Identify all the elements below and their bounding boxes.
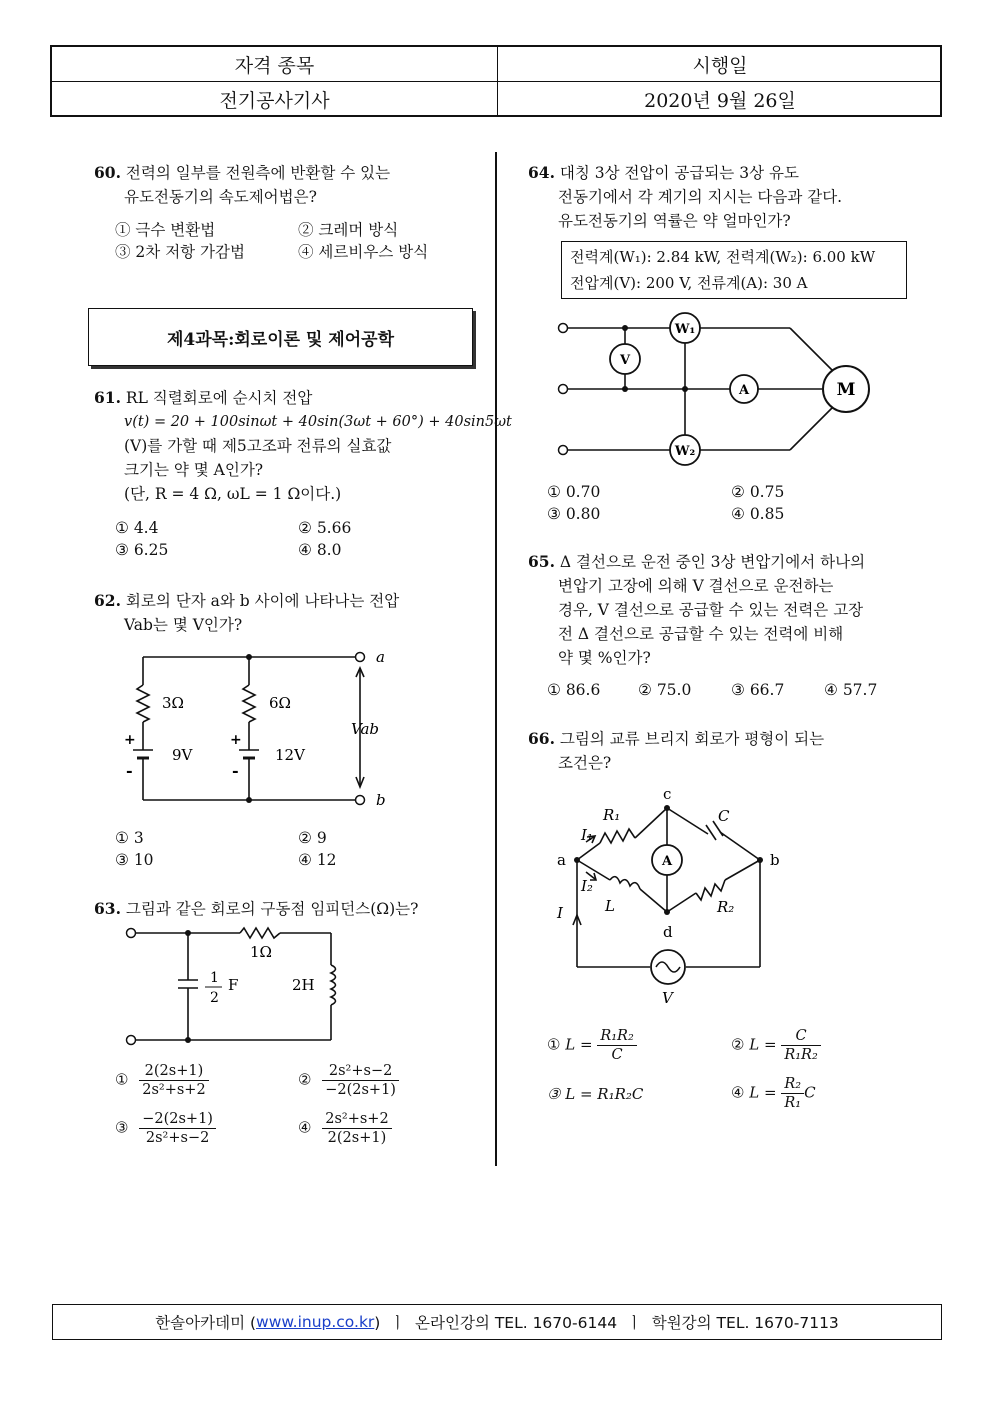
v-label: V — [619, 353, 631, 368]
capacitor-num: 1 — [210, 970, 219, 986]
node-d-label: d — [663, 923, 673, 941]
i1-label: I₁ — [581, 826, 593, 844]
option-2[interactable]: ② 9 — [298, 829, 327, 847]
option-3[interactable]: ③ 0.80 — [547, 505, 601, 523]
question-text: Δ 결선으로 운전 중인 3상 변압기에서 하나의 — [559, 553, 866, 571]
option-4[interactable]: ④ 57.7 — [824, 681, 878, 699]
header-date-label: 시행일 — [692, 54, 748, 77]
minus-sign: - — [126, 761, 133, 780]
fraction — [781, 1027, 820, 1064]
option-2[interactable]: ② 크레머 방식 — [298, 221, 399, 239]
option-mark: ③ — [115, 1118, 129, 1137]
r2-label: R₂ — [717, 898, 735, 916]
footer-website-link[interactable]: www.inup.co.kr — [256, 1313, 375, 1331]
question-text: 전동기에서 각 계기의 지시는 다음과 같다. — [558, 188, 843, 206]
w1-label: W₁ — [674, 322, 696, 337]
question-text: 크기는 약 몇 A인가? — [124, 461, 264, 479]
option-3[interactable]: ③ 10 — [115, 851, 154, 869]
numerator: R₁R₂ — [597, 1027, 636, 1046]
denominator: R₁R₂ — [784, 1047, 818, 1063]
v-label: V — [662, 989, 673, 1007]
question-number: 64. — [528, 163, 555, 182]
vab-label: Vab — [351, 720, 380, 738]
option-mark: ① — [115, 1070, 129, 1089]
denominator: −2(2s+1) — [325, 1082, 396, 1098]
resistor-3ohm-label: 3Ω — [162, 694, 184, 712]
option-mark: ② — [731, 1035, 745, 1054]
option-1[interactable]: ① 4.4 — [115, 519, 159, 537]
numerator: −2(2s+1) — [139, 1110, 216, 1129]
question-condition: (단, R = 4 Ω, ωL = 1 Ω이다.) — [124, 485, 342, 503]
option-4[interactable]: ④ 12 — [298, 851, 337, 869]
option-2[interactable]: ② 5.66 — [298, 519, 352, 537]
a-label: A — [738, 383, 750, 398]
option-2[interactable] — [731, 1027, 821, 1064]
i-label: I — [557, 904, 563, 922]
equation-lhs: L = — [749, 1083, 777, 1102]
fraction — [781, 1075, 804, 1112]
numerator: R₂ — [781, 1075, 804, 1094]
voltage-current-readings: 전압계(V): 200 V, 전류계(A): 30 A — [570, 274, 808, 292]
source-9v-label: 9V — [172, 746, 193, 764]
question-text: 대칭 3상 전압이 공급되는 3상 유도 — [559, 164, 799, 182]
minus-sign: - — [232, 761, 239, 780]
c-label: C — [718, 807, 730, 825]
plus-sign: + — [124, 732, 136, 748]
plus-sign: + — [230, 732, 242, 748]
option-4[interactable]: ④ 세르비우스 방식 — [298, 243, 429, 261]
w2-label: W₂ — [674, 444, 696, 459]
question-text: 그림과 같은 회로의 구동점 임피던스(Ω)는? — [125, 900, 419, 918]
option-4[interactable]: ④ 8.0 — [298, 541, 342, 559]
question-number: 61. — [94, 388, 121, 407]
question-text: 전 Δ 결선으로 공급할 수 있는 전력에 비해 — [558, 625, 844, 643]
option-3[interactable]: ③ 6.25 — [115, 541, 169, 559]
i2-label: I₂ — [581, 877, 593, 895]
option-1[interactable]: ① 3 — [115, 829, 144, 847]
capacitor-unit: F — [228, 976, 239, 994]
inductor-2h-label: 2H — [292, 976, 315, 994]
header-subject-value: 전기공사기사 — [52, 82, 498, 116]
m-label: M — [836, 380, 856, 400]
option-3[interactable]: ③ 66.7 — [731, 681, 785, 699]
numerator: 2s²+s−2 — [322, 1062, 399, 1081]
question-number: 65. — [528, 552, 555, 571]
question-text: 조건은? — [558, 754, 612, 772]
denominator: 2s²+s+2 — [142, 1082, 206, 1098]
denominator: C — [611, 1047, 623, 1063]
option-mark: ① — [547, 1035, 561, 1054]
question-number: 63. — [94, 899, 121, 918]
power-meter-readings: 전력계(W₁): 2.84 kW, 전력계(W₂): 6.00 kW — [570, 248, 876, 266]
option-1[interactable]: ① 극수 변환법 — [115, 221, 216, 239]
header-date-value: 2020년 9월 26일 — [644, 89, 796, 112]
question-text: 약 몇 %인가? — [558, 649, 651, 667]
footer-bar — [52, 1304, 942, 1340]
question-text: Vab는 몇 V인가? — [124, 616, 243, 634]
equation-tail: C — [804, 1083, 816, 1102]
voltage-equation: v(t) = 20 + 100sinωt + 40sin(3ωt + 60°) + 40sin5ωt — [124, 414, 512, 430]
option-2[interactable]: ② 0.75 — [731, 483, 785, 501]
numerator: 2s²+s+2 — [322, 1110, 391, 1129]
denominator: 2s²+s−2 — [145, 1130, 210, 1146]
question-text: 변압기 고장에 의해 V 결선으로 운전하는 — [558, 577, 834, 595]
option-1[interactable] — [547, 1027, 637, 1064]
question-text: 유도전동기의 속도제어법은? — [124, 188, 317, 206]
question-text: 그림의 교류 브리지 회로가 평형이 되는 — [559, 730, 825, 748]
option-mark: ④ — [298, 1118, 312, 1137]
fraction — [597, 1027, 636, 1064]
footer-academy: 한솔아카데미 ( — [155, 1314, 257, 1332]
footer-contacts: ) ㅣ 온라인강의 TEL. 1670-6144 ㅣ 학원강의 TEL. 1670-7113 — [374, 1314, 839, 1332]
equation-lhs: L = — [565, 1035, 593, 1054]
option-2[interactable]: ② 75.0 — [638, 681, 692, 699]
capacitor-den: 2 — [210, 990, 219, 1006]
option-1[interactable]: ① 86.6 — [547, 681, 601, 699]
resistor-1ohm-label: 1Ω — [250, 943, 272, 961]
r1-label: R₁ — [603, 806, 621, 824]
question-number: 60. — [94, 163, 121, 182]
section-title: 제4과목:회로이론 및 제어공학 — [88, 308, 473, 366]
option-4[interactable]: ④ 0.85 — [731, 505, 785, 523]
question-number: 62. — [94, 591, 121, 610]
source-12v-label: 12V — [275, 746, 305, 764]
option-1[interactable]: ① 0.70 — [547, 483, 601, 501]
denominator: R₁ — [784, 1095, 802, 1111]
node-c-label: c — [663, 785, 672, 803]
ammeter-label: A — [661, 854, 673, 869]
option-3[interactable]: ③ 2차 저항 가감법 — [115, 243, 245, 261]
question-text: 전력의 일부를 전원측에 반환할 수 있는 — [125, 164, 391, 182]
l-label: L — [605, 897, 615, 915]
option-3[interactable]: ③ L = R₁R₂C — [547, 1085, 644, 1103]
question-text: RL 직렬회로에 순시치 전압 — [125, 389, 313, 407]
node-b-label: b — [770, 851, 780, 869]
header-subject-label: 자격 종목 — [52, 47, 498, 81]
resistor-6ohm-label: 6Ω — [269, 694, 291, 712]
equation-lhs: L = — [749, 1035, 777, 1054]
numerator: 2(2s+1) — [139, 1062, 208, 1081]
question-text: 회로의 단자 a와 b 사이에 나타나는 전압 — [125, 592, 400, 610]
question-text: 경우, V 결선으로 공급할 수 있는 전력은 고장 — [558, 601, 864, 619]
denominator: 2(2s+1) — [327, 1130, 387, 1146]
numerator: C — [781, 1027, 820, 1046]
terminal-a-label: a — [376, 648, 385, 666]
option-4[interactable] — [731, 1075, 816, 1112]
option-mark: ④ — [731, 1083, 745, 1102]
question-text: 유도전동기의 역률은 약 얼마인가? — [558, 212, 791, 230]
terminal-b-label: b — [376, 791, 386, 809]
node-a-label: a — [557, 851, 566, 869]
question-number: 66. — [528, 729, 555, 748]
option-mark: ② — [298, 1070, 312, 1089]
question-text: (V)를 가할 때 제5고조파 전류의 실효값 — [124, 437, 392, 455]
